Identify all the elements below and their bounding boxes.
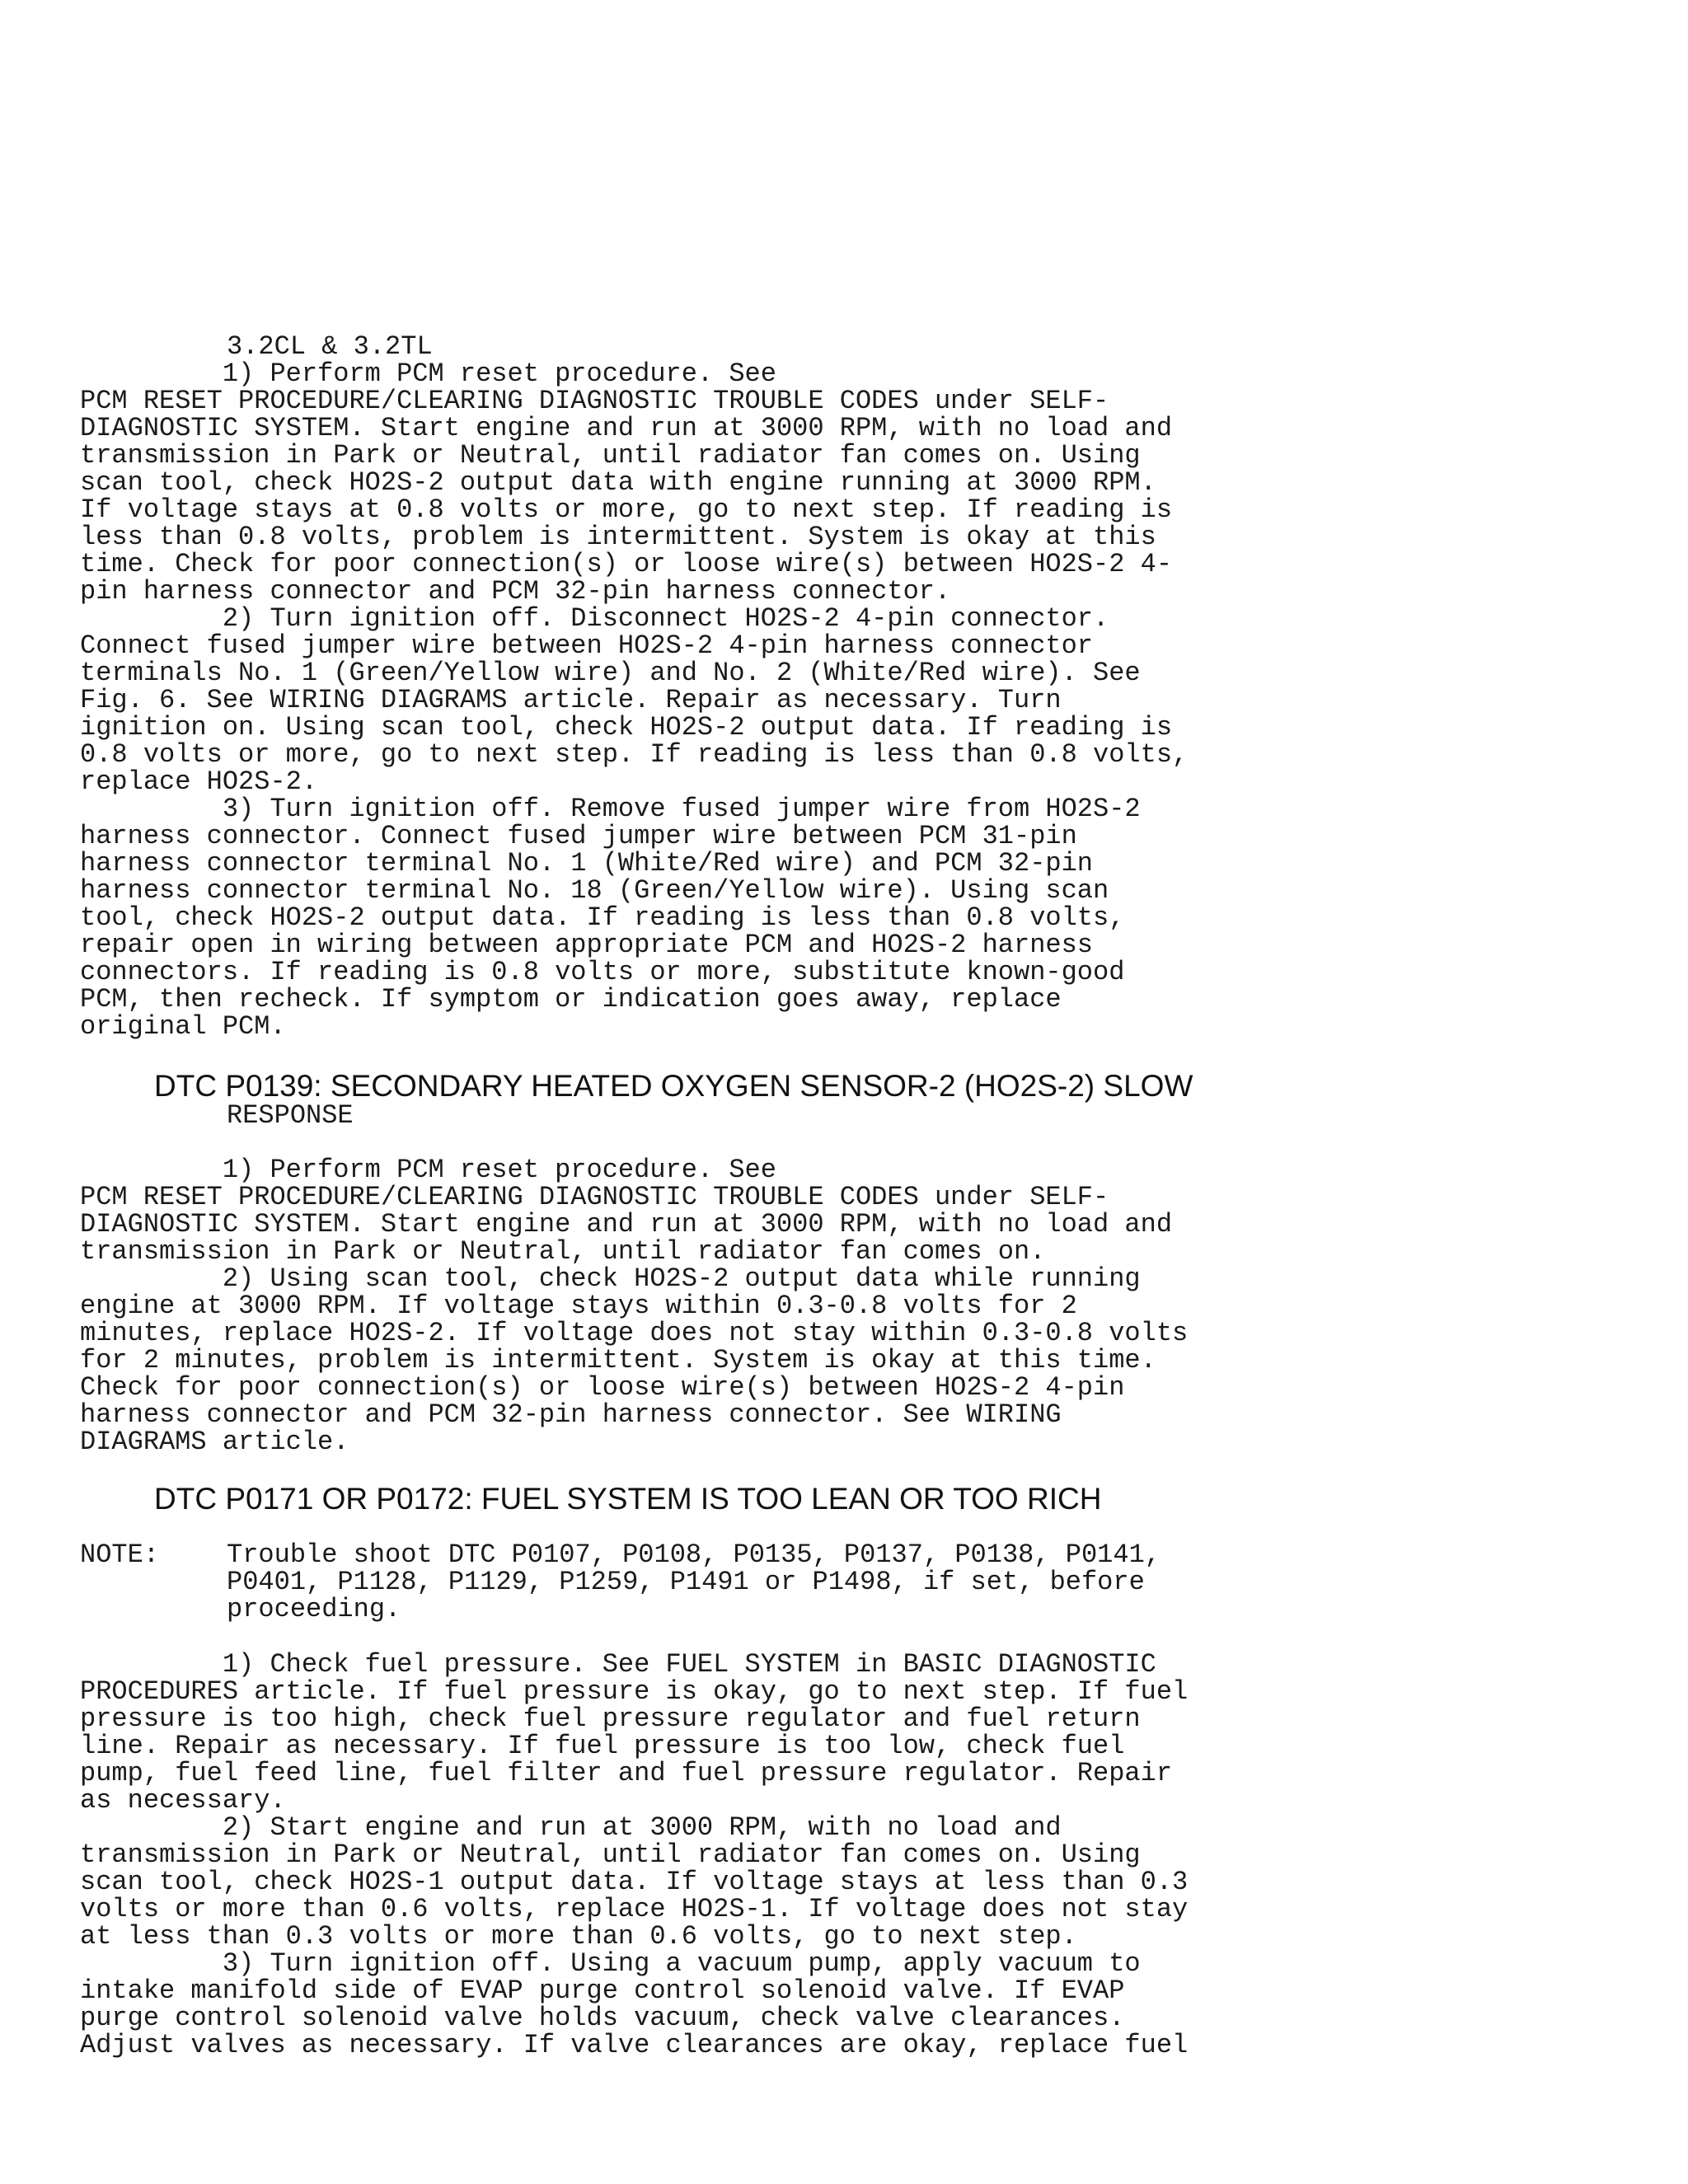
note-label: NOTE:	[80, 1540, 160, 1570]
text-line: PCM, then recheck. If symptom or indication goes away, replace	[80, 984, 1062, 1015]
text-line: transmission in Park or Neutral, until radiator fan comes on. Using	[80, 440, 1141, 471]
text-line: time. Check for poor connection(s) or loose wire(s) between HO2S-2 4-	[80, 549, 1173, 579]
section1-body	[80, 360, 1188, 1040]
text-line: intake manifold side of EVAP purge control solenoid valve. If EVAP	[80, 1975, 1125, 2006]
text-line: 2) Start engine and run at 3000 RPM, with no load and	[80, 1812, 1062, 1843]
text-line: PCM RESET PROCEDURE/CLEARING DIAGNOSTIC TROUBLE CODES under SELF-	[80, 1182, 1109, 1212]
text-line: harness connector terminal No. 18 (Green/Yellow wire). Using scan	[80, 875, 1109, 906]
text-line: DIAGNOSTIC SYSTEM. Start engine and run at 3000 RPM, with no load and	[80, 1209, 1173, 1240]
text-line: scan tool, check HO2S-1 output data. If voltage stays at less than 0.3	[80, 1867, 1189, 1897]
text-line: connectors. If reading is 0.8 volts or more, substitute known-good	[80, 957, 1125, 987]
text-line: ignition on. Using scan tool, check HO2S-2 output data. If reading is	[80, 712, 1173, 743]
text-line: 1) Perform PCM reset procedure. See	[80, 1155, 776, 1185]
text-line: Fig. 6. See WIRING DIAGRAMS article. Repair as necessary. Turn	[80, 685, 1062, 715]
text-line: 0.8 volts or more, go to next step. If reading is less than 0.8 volts,	[80, 739, 1189, 770]
text-line: volts or more than 0.6 volts, replace HO2S-1. If voltage does not stay	[80, 1894, 1189, 1924]
text-line: repair open in wiring between appropriate PCM and HO2S-2 harness	[80, 930, 1093, 960]
note-line: P0401, P1128, P1129, P1259, P1491 or P1498, if set, before	[227, 1567, 1145, 1597]
text-line: Adjust valves as necessary. If valve clearances are okay, replace fuel	[80, 2030, 1189, 2060]
text-line: DIAGNOSTIC SYSTEM. Start engine and run at 3000 RPM, with no load and	[80, 413, 1173, 443]
text-line: engine at 3000 RPM. If voltage stays within 0.3-0.8 volts for 2	[80, 1291, 1077, 1321]
text-line: at less than 0.3 volts or more than 0.6 volts, go to next step.	[80, 1921, 1077, 1952]
text-line: original PCM.	[80, 1011, 286, 1042]
text-line: scan tool, check HO2S-2 output data with engine running at 3000 RPM.	[80, 467, 1156, 498]
text-line: as necessary.	[80, 1785, 286, 1816]
text-line: harness connector terminal No. 1 (White/Red wire) and PCM 32-pin	[80, 848, 1093, 879]
text-line: transmission in Park or Neutral, until radiator fan comes on.	[80, 1236, 1046, 1267]
text-line: 3) Turn ignition off. Using a vacuum pump, apply vacuum to	[80, 1948, 1141, 1979]
text-line: DIAGRAMS article.	[80, 1427, 349, 1457]
text-line: 1) Perform PCM reset procedure. See	[80, 359, 776, 389]
text-line: purge control solenoid valve holds vacuum, check valve clearances.	[80, 2003, 1125, 2033]
text-line: tool, check HO2S-2 output data. If reading is less than 0.8 volts,	[80, 902, 1125, 933]
section-heading: DTC P0171 OR P0172: FUEL SYSTEM IS TOO LEAN OR TOO RICH	[154, 1482, 1102, 1516]
section-subtitle: 3.2CL & 3.2TL	[227, 331, 433, 362]
text-line: transmission in Park or Neutral, until radiator fan comes on. Using	[80, 1840, 1141, 1870]
text-line: Check for poor connection(s) or loose wire(s) between HO2S-2 4-pin	[80, 1372, 1125, 1403]
text-line: PROCEDURES article. If fuel pressure is okay, go to next step. If fuel	[80, 1676, 1189, 1707]
text-line: If voltage stays at 0.8 volts or more, go to next step. If reading is	[80, 494, 1173, 525]
text-line: PCM RESET PROCEDURE/CLEARING DIAGNOSTIC TROUBLE CODES under SELF-	[80, 386, 1109, 416]
text-line: replace HO2S-2.	[80, 766, 318, 797]
note-line: proceeding.	[227, 1594, 401, 1624]
text-line: pressure is too high, check fuel pressure regulator and fuel return	[80, 1704, 1141, 1734]
text-line: harness connector and PCM 32-pin harness connector. See WIRING	[80, 1399, 1062, 1430]
text-line: 1) Check fuel pressure. See FUEL SYSTEM in BASIC DIAGNOSTIC	[80, 1649, 1156, 1680]
note-line: Trouble shoot DTC P0107, P0108, P0135, P0137, P0138, P0141,	[227, 1540, 1160, 1570]
text-line: for 2 minutes, problem is intermittent. System is okay at this time.	[80, 1345, 1156, 1376]
text-line: Connect fused jumper wire between HO2S-2 4-pin harness connector	[80, 630, 1093, 661]
note-body	[227, 1541, 1160, 1623]
text-line: line. Repair as necessary. If fuel pressure is too low, check fuel	[80, 1731, 1125, 1761]
section2-body	[80, 1156, 1188, 1455]
section-heading: DTC P0139: SECONDARY HEATED OXYGEN SENSOR-2 (HO2S-2) SLOW	[154, 1069, 1193, 1103]
text-line: 2) Using scan tool, check HO2S-2 output data while running	[80, 1263, 1141, 1294]
text-line: pump, fuel feed line, fuel filter and fuel pressure regulator. Repair	[80, 1758, 1173, 1788]
text-line: harness connector. Connect fused jumper wire between PCM 31-pin	[80, 821, 1077, 851]
section3-body	[80, 1651, 1188, 2059]
text-line: less than 0.8 volts, problem is intermittent. System is okay at this	[80, 522, 1156, 552]
section-heading-continuation: RESPONSE	[227, 1100, 354, 1131]
text-line: 2) Turn ignition off. Disconnect HO2S-2 4-pin connector.	[80, 603, 1109, 634]
text-line: minutes, replace HO2S-2. If voltage does not stay within 0.3-0.8 volts	[80, 1318, 1189, 1348]
text-line: pin harness connector and PCM 32-pin harness connector.	[80, 576, 951, 607]
text-line: 3) Turn ignition off. Remove fused jumper wire from HO2S-2	[80, 794, 1141, 824]
text-line: terminals No. 1 (Green/Yellow wire) and No. 2 (White/Red wire). See	[80, 658, 1141, 688]
